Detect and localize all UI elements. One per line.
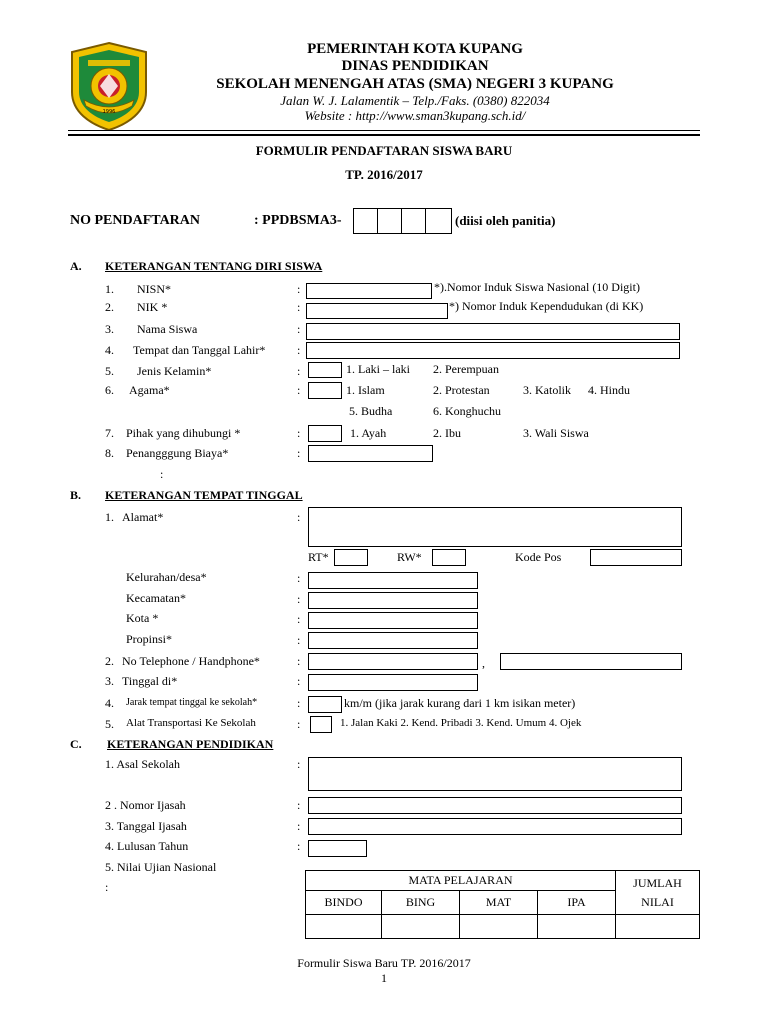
address-input[interactable]: [308, 507, 682, 547]
colon: :: [297, 446, 301, 460]
section-b-letter: B.: [70, 488, 82, 502]
transport-input[interactable]: [310, 716, 332, 733]
registration-note: (diisi oleh panitia): [455, 213, 556, 228]
colon: :: [297, 282, 301, 296]
school-logo: [66, 40, 152, 132]
item-number: 3.: [105, 322, 114, 336]
graduation-year-label: 4. Lulusan Tahun: [105, 839, 189, 853]
form-year: TP. 2016/2017: [345, 167, 423, 182]
religion-option-katolik: 3. Katolik: [523, 383, 571, 397]
certificate-date-input[interactable]: [308, 818, 682, 835]
subject-header-bindo: BINDO: [306, 891, 382, 915]
svg-text:1996: 1996: [102, 109, 116, 115]
phone-separator: ,: [482, 656, 485, 670]
total-header-line1: JUMLAH: [633, 875, 682, 890]
transport-label: Alat Transportasi Ke Sekolah: [126, 717, 256, 729]
registration-label: NO PENDAFTARAN: [70, 213, 201, 228]
nisn-label: NISN*: [137, 282, 172, 296]
contact-option-guardian: 3. Wali Siswa: [523, 426, 589, 440]
certificate-number-input[interactable]: [308, 797, 682, 814]
section-c-letter: C.: [70, 737, 82, 751]
header-school-name: SEKOLAH MENENGAH ATAS (SMA) NEGERI 3 KUPANG: [216, 76, 614, 92]
score-cell-mat[interactable]: [460, 915, 538, 939]
colon: :: [297, 696, 301, 710]
nik-label: NIK *: [137, 300, 168, 314]
colon: :: [297, 571, 301, 585]
section-c-title: KETERANGAN PENDIDIKAN: [107, 737, 274, 751]
rw-label: RW*: [397, 550, 422, 564]
religion-option-protestan: 2. Protestan: [433, 383, 490, 397]
contact-option-father: 1. Ayah: [350, 426, 387, 440]
colon: :: [297, 592, 301, 606]
village-label: Kelurahan/desa*: [126, 570, 207, 584]
sponsor-input[interactable]: [308, 445, 433, 462]
graduation-year-input[interactable]: [308, 840, 367, 857]
subject-header-mat: MAT: [460, 891, 538, 915]
birth-place-date-input[interactable]: [306, 342, 680, 359]
exam-score-label: 5. Nilai Ujian Nasional: [105, 860, 217, 874]
nisn-note: *).Nomor Induk Siswa Nasional (10 Digit): [434, 280, 640, 294]
province-label: Propinsi*: [126, 632, 173, 646]
colon: :: [105, 880, 109, 894]
exam-score-table: [305, 870, 700, 939]
item-number: 1.: [105, 510, 114, 524]
subject-group-header: MATA PELAJARAN: [306, 871, 616, 891]
item-number: 4.: [105, 696, 114, 710]
contact-option-mother: 2. Ibu: [433, 426, 461, 440]
gender-input[interactable]: [308, 362, 342, 378]
religion-label: Agama*: [129, 383, 170, 397]
gender-option-male: 1. Laki – laki: [346, 362, 410, 376]
colon: :: [297, 383, 301, 397]
colon: :: [297, 322, 301, 336]
transport-options: 1. Jalan Kaki 2. Kend. Pribadi 3. Kend. Umum 4. Ojek: [340, 717, 582, 729]
city-input[interactable]: [308, 612, 478, 629]
colon: :: [297, 757, 301, 771]
registration-digit-4[interactable]: [425, 208, 452, 234]
item-number: 1.: [105, 282, 114, 296]
religion-input[interactable]: [308, 382, 342, 399]
section-a-title: KETERANGAN TENTANG DIRI SISWA: [105, 259, 323, 273]
religion-option-konghuchu: 6. Konghuchu: [433, 404, 501, 418]
subject-header-ipa: IPA: [538, 891, 616, 915]
colon: :: [297, 633, 301, 647]
score-cell-total[interactable]: [616, 915, 700, 939]
sponsor-label: Penangggung Biaya*: [126, 446, 229, 460]
gender-option-female: 2. Perempuan: [433, 362, 499, 376]
distance-input[interactable]: [308, 696, 342, 713]
registration-prefix: : PPDBSMA3-: [254, 213, 342, 228]
header-rule-top: [68, 130, 700, 131]
religion-option-budha: 5. Budha: [349, 404, 393, 418]
footer-text: Formulir Siswa Baru TP. 2016/2017: [297, 956, 471, 970]
header-rule-bottom: [68, 134, 700, 136]
item-number: 7.: [105, 426, 114, 440]
header-website: Website : http://www.sman3kupang.sch.id/: [304, 108, 526, 123]
handphone-input[interactable]: [500, 653, 682, 670]
gender-label: Jenis Kelamin*: [137, 364, 212, 378]
section-a-letter: A.: [70, 259, 82, 273]
nik-note: *) Nomor Induk Kependudukan (di KK): [449, 299, 644, 313]
header-address: Jalan W. J. Lalamentik – Telp./Faks. (0380) 822034: [280, 93, 550, 108]
colon: :: [297, 364, 301, 378]
colon: :: [297, 343, 301, 357]
address-label: Alamat*: [122, 510, 164, 524]
province-input[interactable]: [308, 632, 478, 649]
colon: :: [297, 612, 301, 626]
registration-digit-1[interactable]: [353, 208, 378, 234]
student-name-input[interactable]: [306, 323, 680, 340]
form-title: FORMULIR PENDAFTARAN SISWA BARU: [255, 143, 513, 158]
colon: :: [297, 426, 301, 440]
religion-option-islam: 1. Islam: [346, 383, 385, 397]
contact-label: Pihak yang dihubungi *: [126, 426, 241, 440]
item-number: 3.: [105, 674, 114, 688]
colon: :: [160, 467, 164, 481]
registration-digit-2[interactable]: [377, 208, 402, 234]
score-cell-bindo[interactable]: [306, 915, 382, 939]
district-label: Kecamatan*: [126, 591, 186, 605]
rt-label: RT*: [308, 550, 329, 564]
page-number: 1: [381, 971, 387, 985]
postal-code-label: Kode Pos: [515, 550, 562, 564]
colon: :: [297, 839, 301, 853]
certificate-number-label: 2 . Nomor Ijasah: [105, 798, 186, 812]
total-score-header: [616, 871, 700, 915]
nik-input[interactable]: [306, 303, 448, 319]
item-number: 6.: [105, 383, 114, 397]
colon: :: [297, 819, 301, 833]
phone-input[interactable]: [308, 653, 478, 670]
religion-option-hindu: 4. Hindu: [588, 383, 630, 397]
section-b-title: KETERANGAN TEMPAT TINGGAL: [105, 488, 303, 502]
colon: :: [297, 654, 301, 668]
distance-label: Jarak tempat tinggal ke sekolah*: [126, 697, 258, 708]
postal-code-input[interactable]: [590, 549, 682, 566]
nisn-input[interactable]: [306, 283, 432, 299]
item-number: 8.: [105, 446, 114, 460]
item-number: 2.: [105, 300, 114, 314]
distance-note: km/m (jika jarak kurang dari 1 km isikan meter): [344, 696, 576, 710]
district-input[interactable]: [308, 592, 478, 609]
item-number: 4.: [105, 343, 114, 357]
header-government: PEMERINTAH KOTA KUPANG: [307, 41, 523, 57]
colon: :: [297, 674, 301, 688]
origin-school-label: 1. Asal Sekolah: [105, 757, 180, 771]
colon: :: [297, 798, 301, 812]
village-input[interactable]: [308, 572, 478, 589]
rt-input[interactable]: [334, 549, 368, 566]
item-number: 2.: [105, 654, 114, 668]
residence-label: Tinggal di*: [122, 674, 178, 688]
header-agency: DINAS PENDIDIKAN: [341, 58, 489, 74]
phone-label: No Telephone / Handphone*: [122, 654, 260, 668]
birth-label: Tempat dan Tanggal Lahir*: [133, 343, 266, 357]
name-label: Nama Siswa: [137, 322, 198, 336]
colon: :: [297, 300, 301, 314]
total-header-line2: NILAI: [641, 894, 674, 909]
certificate-date-label: 3. Tanggal Ijasah: [105, 819, 187, 833]
origin-school-input[interactable]: [308, 757, 682, 791]
contact-input[interactable]: [308, 425, 342, 442]
residence-input[interactable]: [308, 674, 478, 691]
subject-header-bing: BING: [382, 891, 460, 915]
city-label: Kota *: [126, 611, 159, 625]
item-number: 5.: [105, 717, 114, 731]
registration-digit-3[interactable]: [401, 208, 426, 234]
score-cell-ipa[interactable]: [538, 915, 616, 939]
colon: :: [297, 717, 301, 731]
rw-input[interactable]: [432, 549, 466, 566]
colon: :: [297, 510, 301, 524]
score-cell-bing[interactable]: [382, 915, 460, 939]
item-number: 5.: [105, 364, 114, 378]
